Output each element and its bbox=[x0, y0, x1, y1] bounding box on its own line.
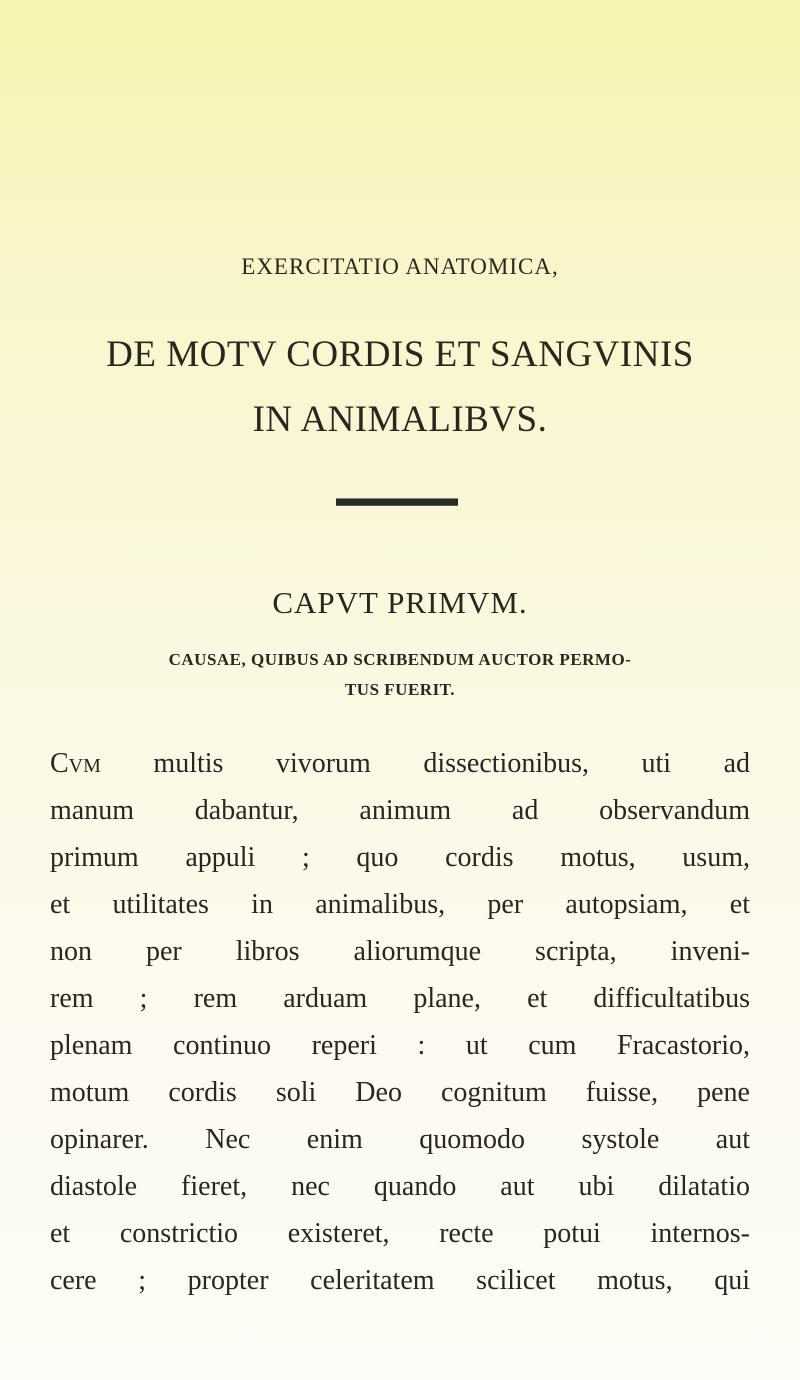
ornamental-rule bbox=[336, 498, 458, 506]
body-line: opinarer. Nec enim quomodo systole aut bbox=[50, 1124, 750, 1155]
treatise-overline: EXERCITATIO ANATOMICA, bbox=[241, 254, 559, 279]
chapter-subtitle-line-1: CAUSAE, QUIBUS AD SCRIBENDUM AUCTOR PERMO- bbox=[168, 650, 632, 669]
body-line: plenam continuo reperi : ut cum Fracastorio, bbox=[50, 1030, 750, 1061]
body-line: motum cordis soli Deo cognitum fuisse, pene bbox=[50, 1077, 750, 1108]
body-line: cere ; propter celeritatem scilicet motus, qui bbox=[50, 1265, 750, 1296]
body-line: non per libros aliorumque scripta, inveni- bbox=[50, 936, 750, 967]
body-first-word: Cvm bbox=[50, 748, 101, 779]
chapter-title: CAPVT PRIMVM. bbox=[272, 585, 528, 620]
body-line: diastole fieret, nec quando aut ubi dilatatio bbox=[50, 1171, 750, 1202]
body-line: Cvm multis vivorum dissectionibus, uti ad bbox=[50, 748, 750, 779]
chapter-subtitle-line-2: TUS FUERIT. bbox=[344, 680, 456, 699]
body-line: rem ; rem arduam plane, et difficultatibus bbox=[50, 983, 750, 1014]
body-line: et utilitates in animalibus, per autopsiam, et bbox=[50, 889, 750, 920]
body-line: et constrictio existeret, recte potui internos- bbox=[50, 1218, 750, 1249]
body-line: manum dabantur, animum ad observandum bbox=[50, 795, 750, 826]
title-line-1: DE MOTV CORDIS ET SANGVINIS bbox=[106, 334, 694, 375]
body-line: primum appuli ; quo cordis motus, usum, bbox=[50, 842, 750, 873]
title-line-2: IN ANIMALIBVS. bbox=[252, 399, 548, 440]
